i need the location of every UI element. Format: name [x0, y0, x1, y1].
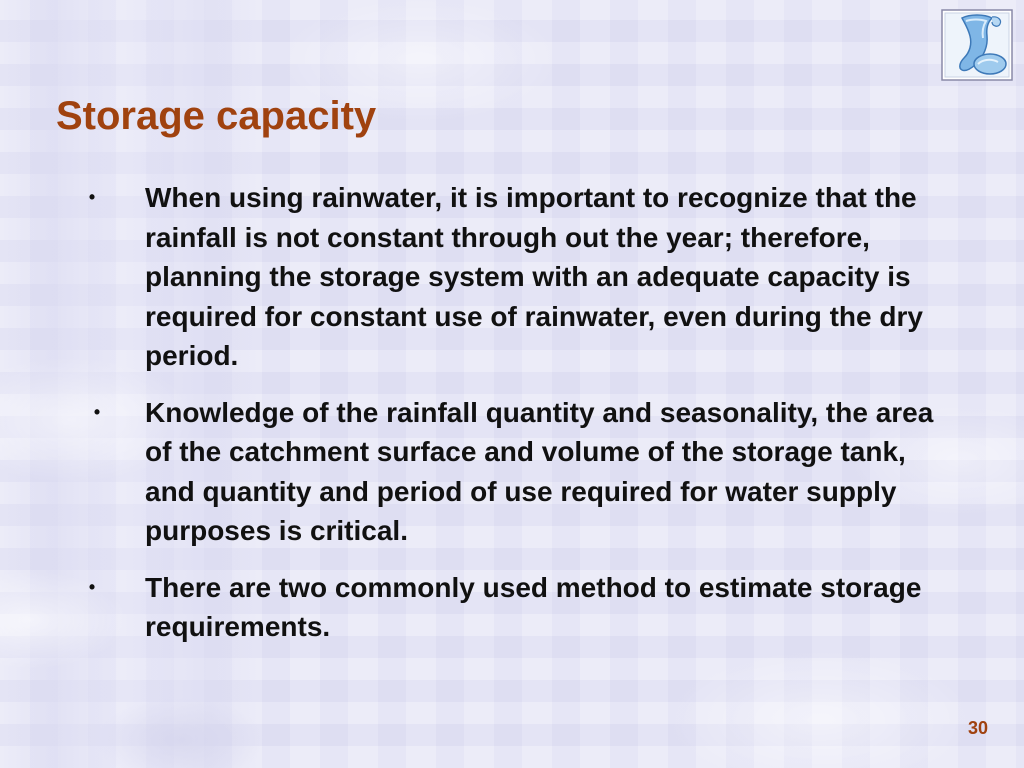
- bullet-text: There are two commonly used method to estimate storage requirements.: [145, 571, 922, 642]
- bullet-marker: •: [88, 187, 96, 207]
- bullet-text: When using rainwater, it is important to recognize that the rainfall is not constant through out the year; therefore, planning the storage system with an adequate capacity is required for constant use of rainwater, even during the dry period.: [145, 182, 923, 371]
- bullet-list: [0, 178, 1024, 664]
- page-number: 30: [967, 718, 988, 738]
- bullet-marker: •: [88, 576, 96, 597]
- water-scroll-logo-icon: [940, 8, 1016, 84]
- bullet-item: [0, 393, 935, 551]
- bullet-item: [0, 568, 935, 647]
- bullet-text: Knowledge of the rainfall quantity and seasonality, the area of the catchment surface and volume of the storage tank, and quantity and period of use required for water supply purposes is critical.: [145, 396, 934, 546]
- bullet-marker: •: [93, 401, 101, 422]
- bullet-item: [0, 178, 935, 376]
- slide-title: Storage capacity: [56, 94, 377, 138]
